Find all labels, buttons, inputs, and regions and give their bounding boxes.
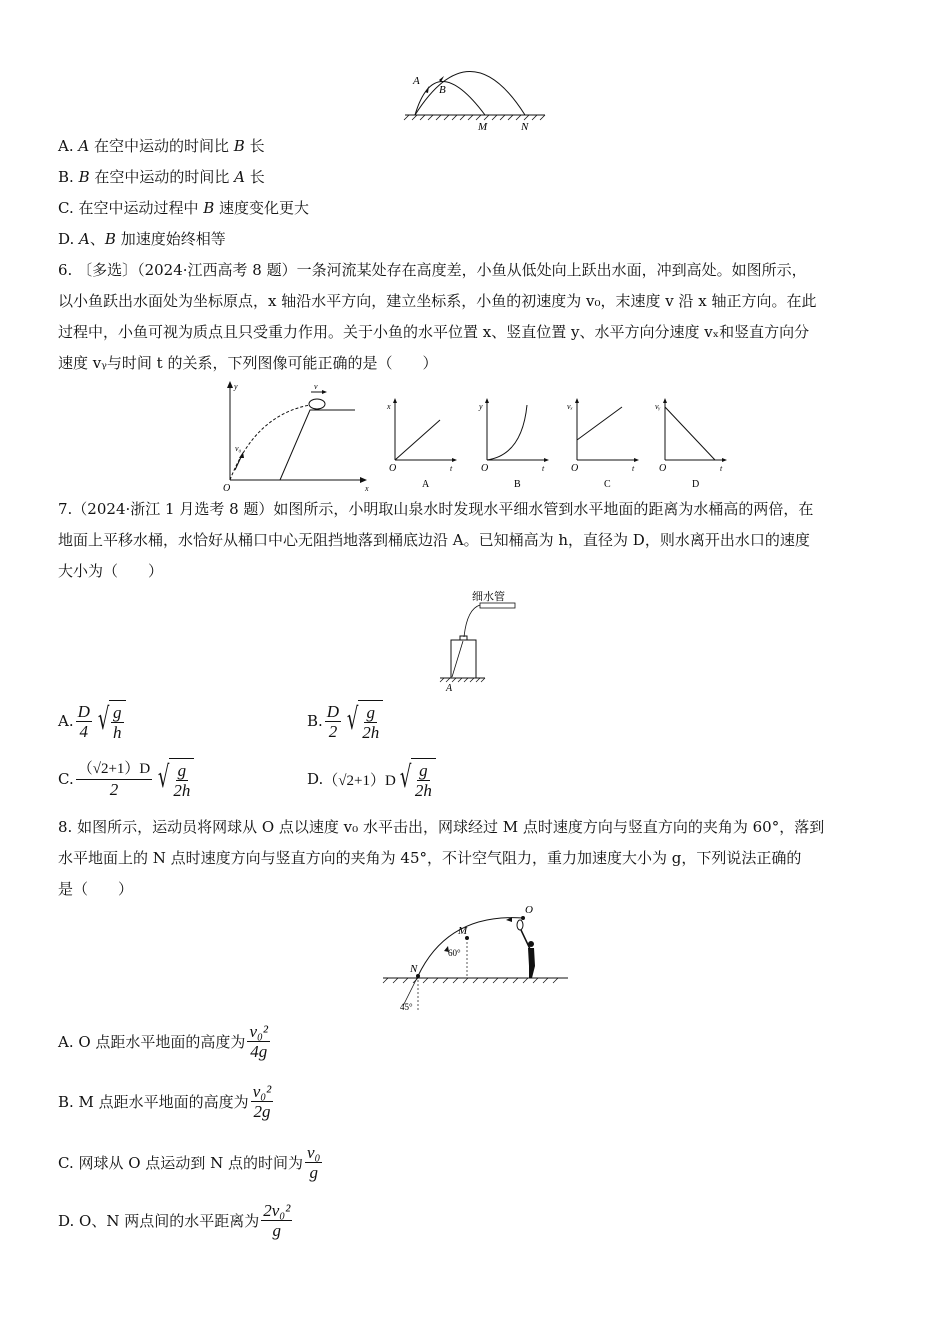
q8-option-d[interactable]: D. O、N 两点间的水平距离为 $\frac{\text{2v₀²}}{g}$: [58, 1201, 291, 1240]
q8-stem: [58, 812, 890, 905]
q5-option-c[interactable]: C. 在空中运动过程中 B 速度变化更大: [58, 199, 310, 217]
svg-text:vₓ: vₓ: [567, 402, 573, 411]
q7-line1: 7.（2024·浙江 1 月选考 8 题）如图所示，小明取山泉水时发现水平细水管到水平地面的距离为水桶高的两倍，在: [58, 500, 814, 518]
svg-text:x: x: [387, 402, 391, 411]
svg-text:O: O: [571, 463, 579, 474]
q7-option-a[interactable]: A. $\frac{D}{4}$ √ $\frac{g}{h}$: [58, 700, 126, 742]
q7-option-c[interactable]: C. $\frac{(√2+1)D}{2}$ √ $\frac{g}{2h}$: [58, 758, 194, 800]
q8-line3: 是（ ）: [58, 880, 134, 898]
q5-option-d[interactable]: D. A、B 加速度始终相等: [58, 230, 226, 248]
q7-option-b[interactable]: B. $\frac{D}{2}$ √ $\frac{g}{2h}$: [307, 700, 383, 742]
q6-line1: 6. 〔多选〕（2024·江西高考 8 题）一条河流某处存在高度差，小鱼从低处向上跃出水面，冲到高处。如图所示，: [58, 261, 807, 279]
q7-option-d[interactable]: D. （√2+1）D √ $\frac{g}{2h}$: [307, 758, 436, 800]
bucket-pipe-figure: [435, 585, 525, 695]
svg-text:v₀: v₀: [235, 444, 242, 453]
svg-text:O: O: [525, 904, 533, 916]
svg-text:O: O: [389, 463, 397, 474]
q7-line2: 地面上平移水桶，水恰好从桶口中心无阻挡地落到桶底边沿 A。已知桶高为 h，直径为 D，则水离开出水口的速度: [58, 531, 810, 549]
q7-line3: 大小为（ ）: [58, 562, 164, 580]
svg-text:y: y: [479, 402, 483, 411]
svg-text:60°: 60°: [448, 948, 461, 958]
projectile-arcs-figure: [395, 58, 560, 133]
q8-option-b[interactable]: B. M 点距水平地面的高度为 $\frac{\text{v₀²}}{2g}$: [58, 1082, 272, 1121]
svg-text:N: N: [410, 963, 418, 975]
svg-text:O: O: [223, 483, 231, 494]
label-b: B: [439, 84, 446, 96]
svg-text:M: M: [458, 925, 468, 937]
label-n: N: [521, 121, 529, 133]
label-a: A: [413, 75, 420, 87]
q6-stem: [58, 255, 890, 379]
q8-option-a[interactable]: A. O 点距水平地面的高度为 $\frac{\text{v₀²}}{4g}$: [58, 1022, 268, 1061]
svg-text:O: O: [659, 463, 667, 474]
q8-line2: 水平地面上的 N 点时速度方向与竖直方向的夹角为 45°，不计空气阻力，重力加速度大小为 g，下列说法正确的: [58, 849, 802, 867]
fish-jump-figure: [215, 375, 735, 497]
svg-text:C: C: [604, 479, 611, 490]
svg-text:D: D: [692, 479, 700, 490]
svg-text:v: v: [314, 382, 318, 391]
svg-text:A: A: [422, 479, 430, 490]
q5-option-b[interactable]: B. B 在空中运动的时间比 A 长: [58, 168, 265, 186]
q6-line3: 过程中，小鱼可视为质点且只受重力作用。关于小鱼的水平位置 x、竖直位置 y、水平方向分速度 vₓ和竖直方向分: [58, 323, 810, 341]
svg-text:B: B: [514, 479, 521, 490]
svg-text:t: t: [632, 464, 635, 473]
svg-text:A: A: [446, 683, 453, 694]
svg-text:t: t: [542, 464, 545, 473]
label-m: M: [478, 121, 488, 133]
svg-text:t: t: [720, 464, 723, 473]
svg-text:vᵧ: vᵧ: [655, 402, 661, 411]
q5-option-a[interactable]: A. A 在空中运动的时间比 B 长: [58, 137, 265, 155]
q6-line2: 以小鱼跃出水面处为坐标原点，x 轴沿水平方向，建立坐标系，小鱼的初速度为 v₀，末速度 v 沿 x 轴正方向。在此: [58, 292, 817, 310]
q6-line4: 速度 vᵧ与时间 t 的关系，下列图像可能正确的是（ ）: [58, 354, 438, 372]
svg-text:x: x: [365, 484, 369, 493]
svg-text:45°: 45°: [400, 1002, 413, 1012]
svg-text:t: t: [450, 464, 453, 473]
q7-stem: [58, 494, 890, 587]
svg-text:y: y: [234, 382, 238, 391]
svg-text:O: O: [481, 463, 489, 474]
tennis-figure: [378, 898, 578, 1016]
q8-option-c[interactable]: C. 网球从 O 点运动到 N 点的时间为 $\frac{\text{v₀}}{g}$: [58, 1143, 321, 1182]
svg-text:细水管: 细水管: [472, 591, 505, 603]
q8-line1: 8. 如图所示，运动员将网球从 O 点以速度 v₀ 水平击出，网球经过 M 点时速度方向与竖直方向的夹角为 60°，落到: [58, 818, 825, 836]
